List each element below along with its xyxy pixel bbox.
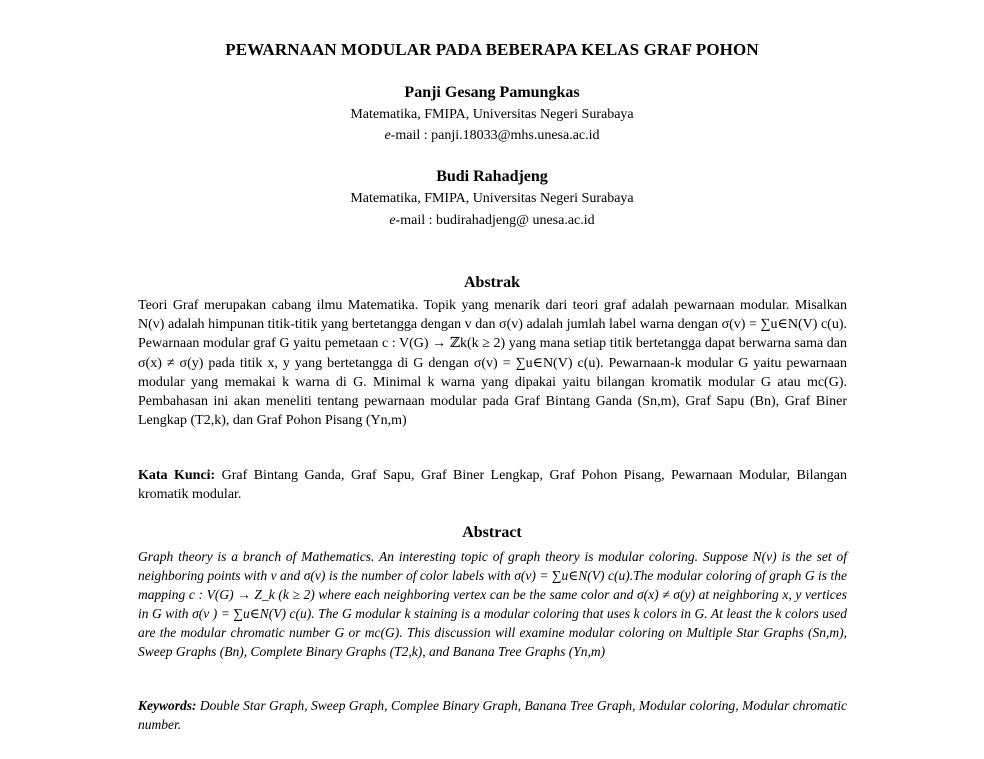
email-text-2: -mail : budirahadjeng@ unesa.ac.id [395, 213, 595, 228]
abstract-body: Graph theory is a branch of Mathematics. An interesting topic of graph theory is modular coloring. Suppose N(v) is the set of neighboring points with v and σ(v) is the number of color labels with σ(v) = ∑u∈N(V) c(u).The modular coloring of graph G is the mapping c : V(G) → Z_k (k ≥ 2) where each neighboring vertex can be the same color and σ(x) ≠ σ(y) at neighboring x, y vertices in G with σ(v ) = ∑u∈N(V) c(u). The G modular k staining is a modular coloring that uses k colors in G. At least the k colors used are the modular chromatic number G or mc(G). This discussion will examine modular coloring on Multiple Star Graphs (Sn,m), Sweep Graphs (Bn), Complete Binary Graphs (T2,k), and Banana Tree Graphs (Yn,m) [138, 549, 847, 659]
abstrak-keywords [138, 466, 847, 504]
abstrak-heading: Abstrak [463, 274, 520, 291]
abstract-keywords-text: Double Star Graph, Sweep Graph, Complee Binary Graph, Banana Tree Graph, Modular coloring, Modular chromatic number. [138, 698, 847, 732]
author-name-2: Budi Rahadjeng [436, 168, 548, 185]
author-affiliation-2: Matematika, FMIPA, Universitas Negeri Surabaya [350, 191, 634, 206]
abstract-keywords [138, 696, 847, 734]
abstract-heading: Abstract [462, 524, 522, 541]
email-text-1: -mail : panji.18033@mhs.unesa.ac.id [390, 128, 600, 143]
paper-title: PEWARNAAN MODULAR PADA BEBERAPA KELAS GRAF POHON [225, 40, 759, 59]
author-email-2 [0, 213, 984, 229]
author-name-1: Panji Gesang Pamungkas [404, 84, 580, 101]
abstrak-keywords-label: Kata Kunci: [138, 468, 216, 483]
author-affiliation-1: Matematika, FMIPA, Universitas Negeri Surabaya [350, 107, 634, 122]
abstrak-body: Teori Graf merupakan cabang ilmu Matematika. Topik yang menarik dari teori graf adalah pewarnaan modular. Misalkan N(v) adalah himpunan titik-titik yang bertetangga dengan v dan σ(v) adalah jumlah label warna dengan σ(v) = ∑u∈N(V) c(u). Pewarnaan modular graf G yaitu pemetaan c : V(G) → ℤk(k ≥ 2) yang mana setiap titik bertetangga dapat berwarna sama dan σ(x) ≠ σ(y) pada titik x, y yang bertetangga di G dengan σ(v) = ∑u∈N(V) c(u). Pewarnaan-k modular G yaitu pewarnaan modular yang memakai k warna di G. Minimal k warna yang dipakai yaitu bilangan kromatik modular G atau mc(G). Pembahasan ini akan meneliti tentang pewarnaan modular pada Graf Bintang Ganda (Sn,m), Graf Sapu (Bn), Graf Biner Lengkap (T2,k), dan Graf Pohon Pisang (Yn,m) [138, 298, 847, 429]
abstract-keywords-label: Keywords: [138, 698, 197, 713]
author-email-1 [0, 128, 984, 144]
email-label-1: e [384, 128, 391, 143]
email-label-2: e [389, 213, 396, 228]
abstrak-keywords-text: Graf Bintang Ganda, Graf Sapu, Graf Biner Lengkap, Graf Pohon Pisang, Pewarnaan Modular, Bilangan kromatik modular. [138, 468, 847, 503]
